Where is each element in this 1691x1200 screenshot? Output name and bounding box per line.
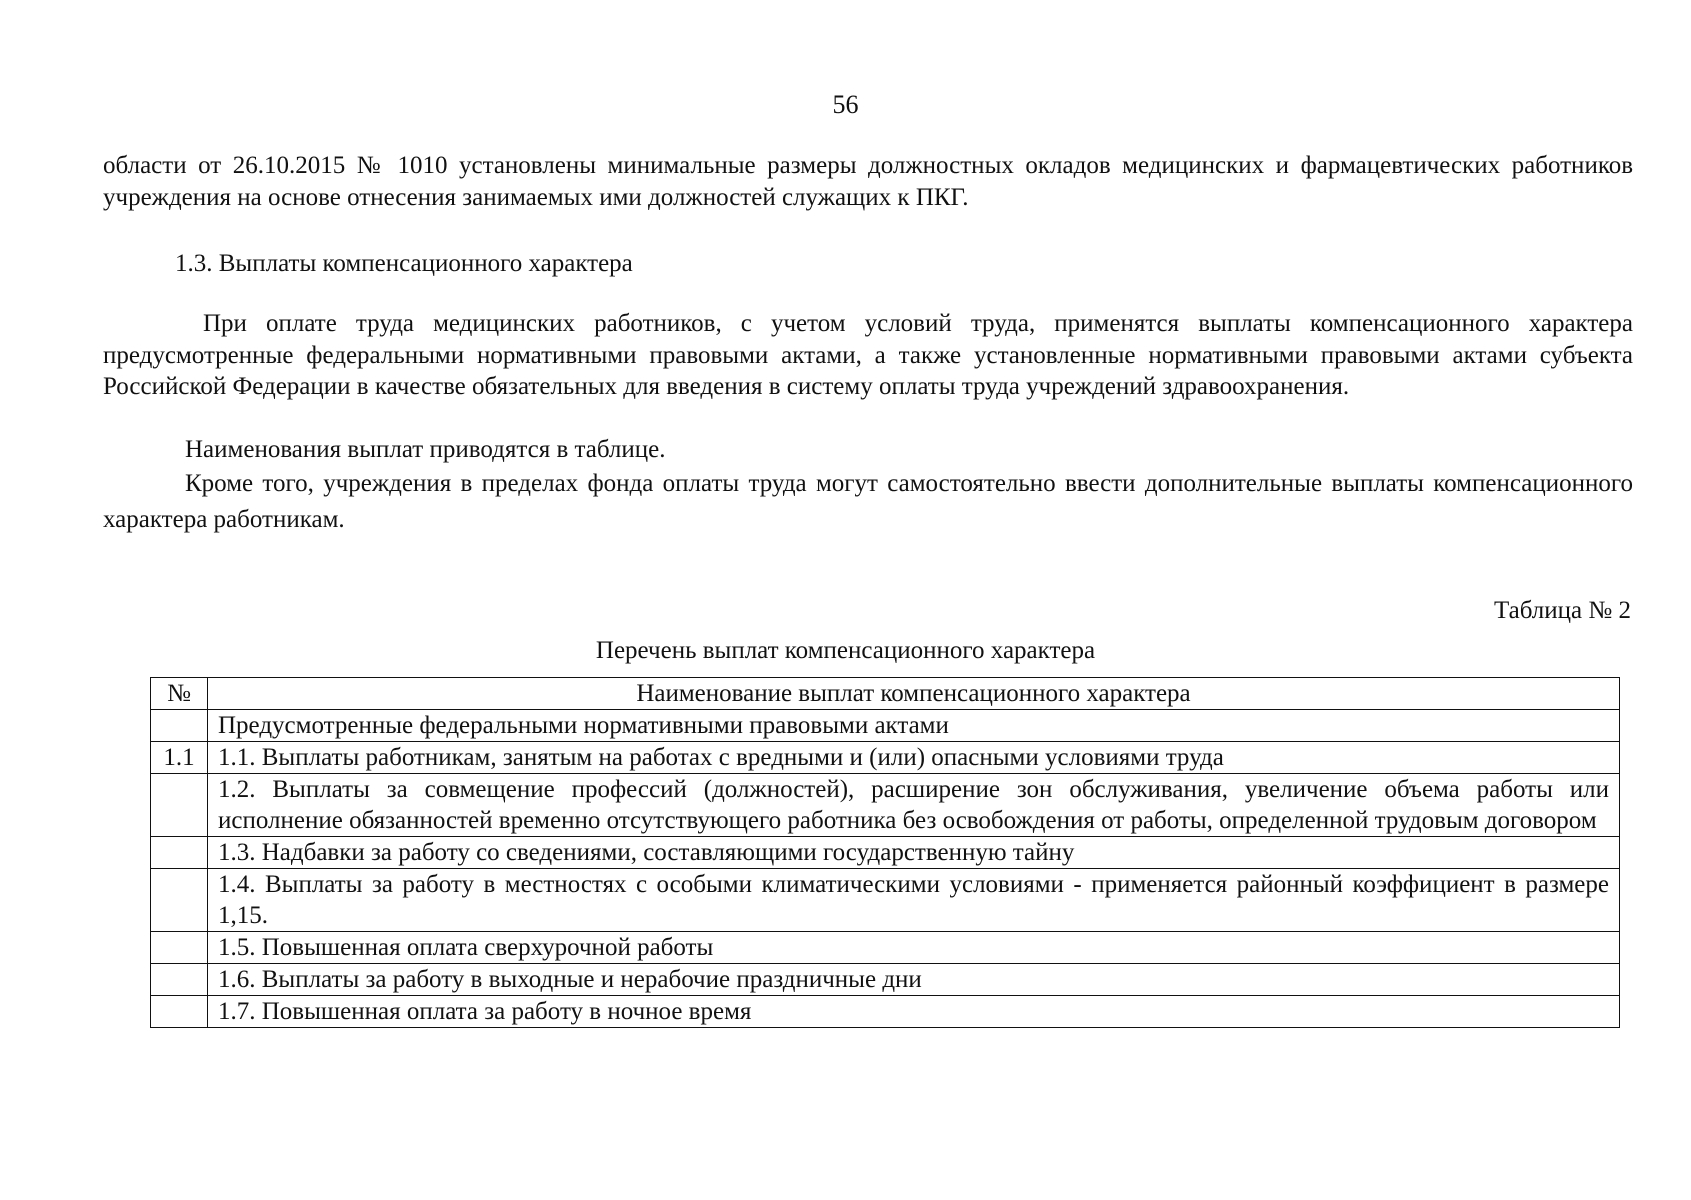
table-row — [151, 742, 1620, 774]
table-row — [151, 932, 1620, 964]
row-number: 1.1 — [151, 742, 208, 774]
row-number — [151, 996, 208, 1028]
header-number: № — [151, 678, 208, 710]
row-name: 1.4. Выплаты за работу в местностях с особыми климатическими условиями - применяется районный коэффициент в размере 1,15. — [208, 869, 1620, 932]
section-heading: 1.3. Выплаты компенсационного характера — [175, 250, 633, 277]
table-row — [151, 996, 1620, 1028]
row-name: 1.5. Повышенная оплата сверхурочной работы — [208, 932, 1620, 964]
row-number — [151, 869, 208, 932]
row-name: 1.3. Надбавки за работу со сведениями, составляющими государственную тайну — [208, 837, 1620, 869]
table-row — [151, 869, 1620, 932]
row-number — [151, 964, 208, 996]
row-name: 1.2. Выплаты за совмещение профессий (должностей), расширение зон обслуживания, увеличение объема работы или исполнение обязанностей временно отсутствующего работника без освобождения от работы, определенной трудовым договором — [208, 774, 1620, 837]
table-number-label: Таблица № 2 — [1493, 597, 1631, 624]
paragraph-payments: При оплате труда медицинских работников, с учетом условий труда, применятся выплаты компенсационного характера предусмотренные федеральными нормативными правовыми актами, а также установленные нормативными правовыми актами субъекта Российской Федерации в качестве обязательных для введения в систему оплаты труда учреждений здравоохранения. — [103, 310, 1633, 400]
row-name: 1.7. Повышенная оплата за работу в ночное время — [208, 996, 1620, 1028]
row-name: 1.1. Выплаты работникам, занятым на работах с вредными и (или) опасными условиями труда — [208, 742, 1620, 774]
paragraph-additional: Кроме того, учреждения в пределах фонда оплаты труда могут самостоятельно ввести дополнительные выплаты компенсационного характера работникам. — [103, 470, 1633, 533]
row-number — [151, 774, 208, 837]
row-number — [151, 710, 208, 742]
table-row — [151, 774, 1620, 837]
compensation-table — [150, 677, 1620, 1028]
row-number — [151, 932, 208, 964]
table-title: Перечень выплат компенсационного характера — [595, 637, 1096, 664]
table-row — [151, 837, 1620, 869]
page-number: 56 — [832, 90, 859, 119]
row-name: 1.6. Выплаты за работу в выходные и нерабочие праздничные дни — [208, 964, 1620, 996]
table-header-row — [151, 678, 1620, 710]
header-name: Наименование выплат компенсационного характера — [208, 678, 1620, 710]
paragraph-table-note: Наименования выплат приводятся в таблице. — [185, 436, 666, 463]
paragraph-intro: области от 26.10.2015 № 1010 установлены минимальные размеры должностных окладов медицинских и фармацевтических работников учреждения на основе отнесения занимаемых ими должностей служащих к ПКГ. — [103, 152, 1633, 211]
table-row — [151, 964, 1620, 996]
row-name: Предусмотренные федеральными нормативными правовыми актами — [208, 710, 1620, 742]
row-number — [151, 837, 208, 869]
table-row — [151, 710, 1620, 742]
